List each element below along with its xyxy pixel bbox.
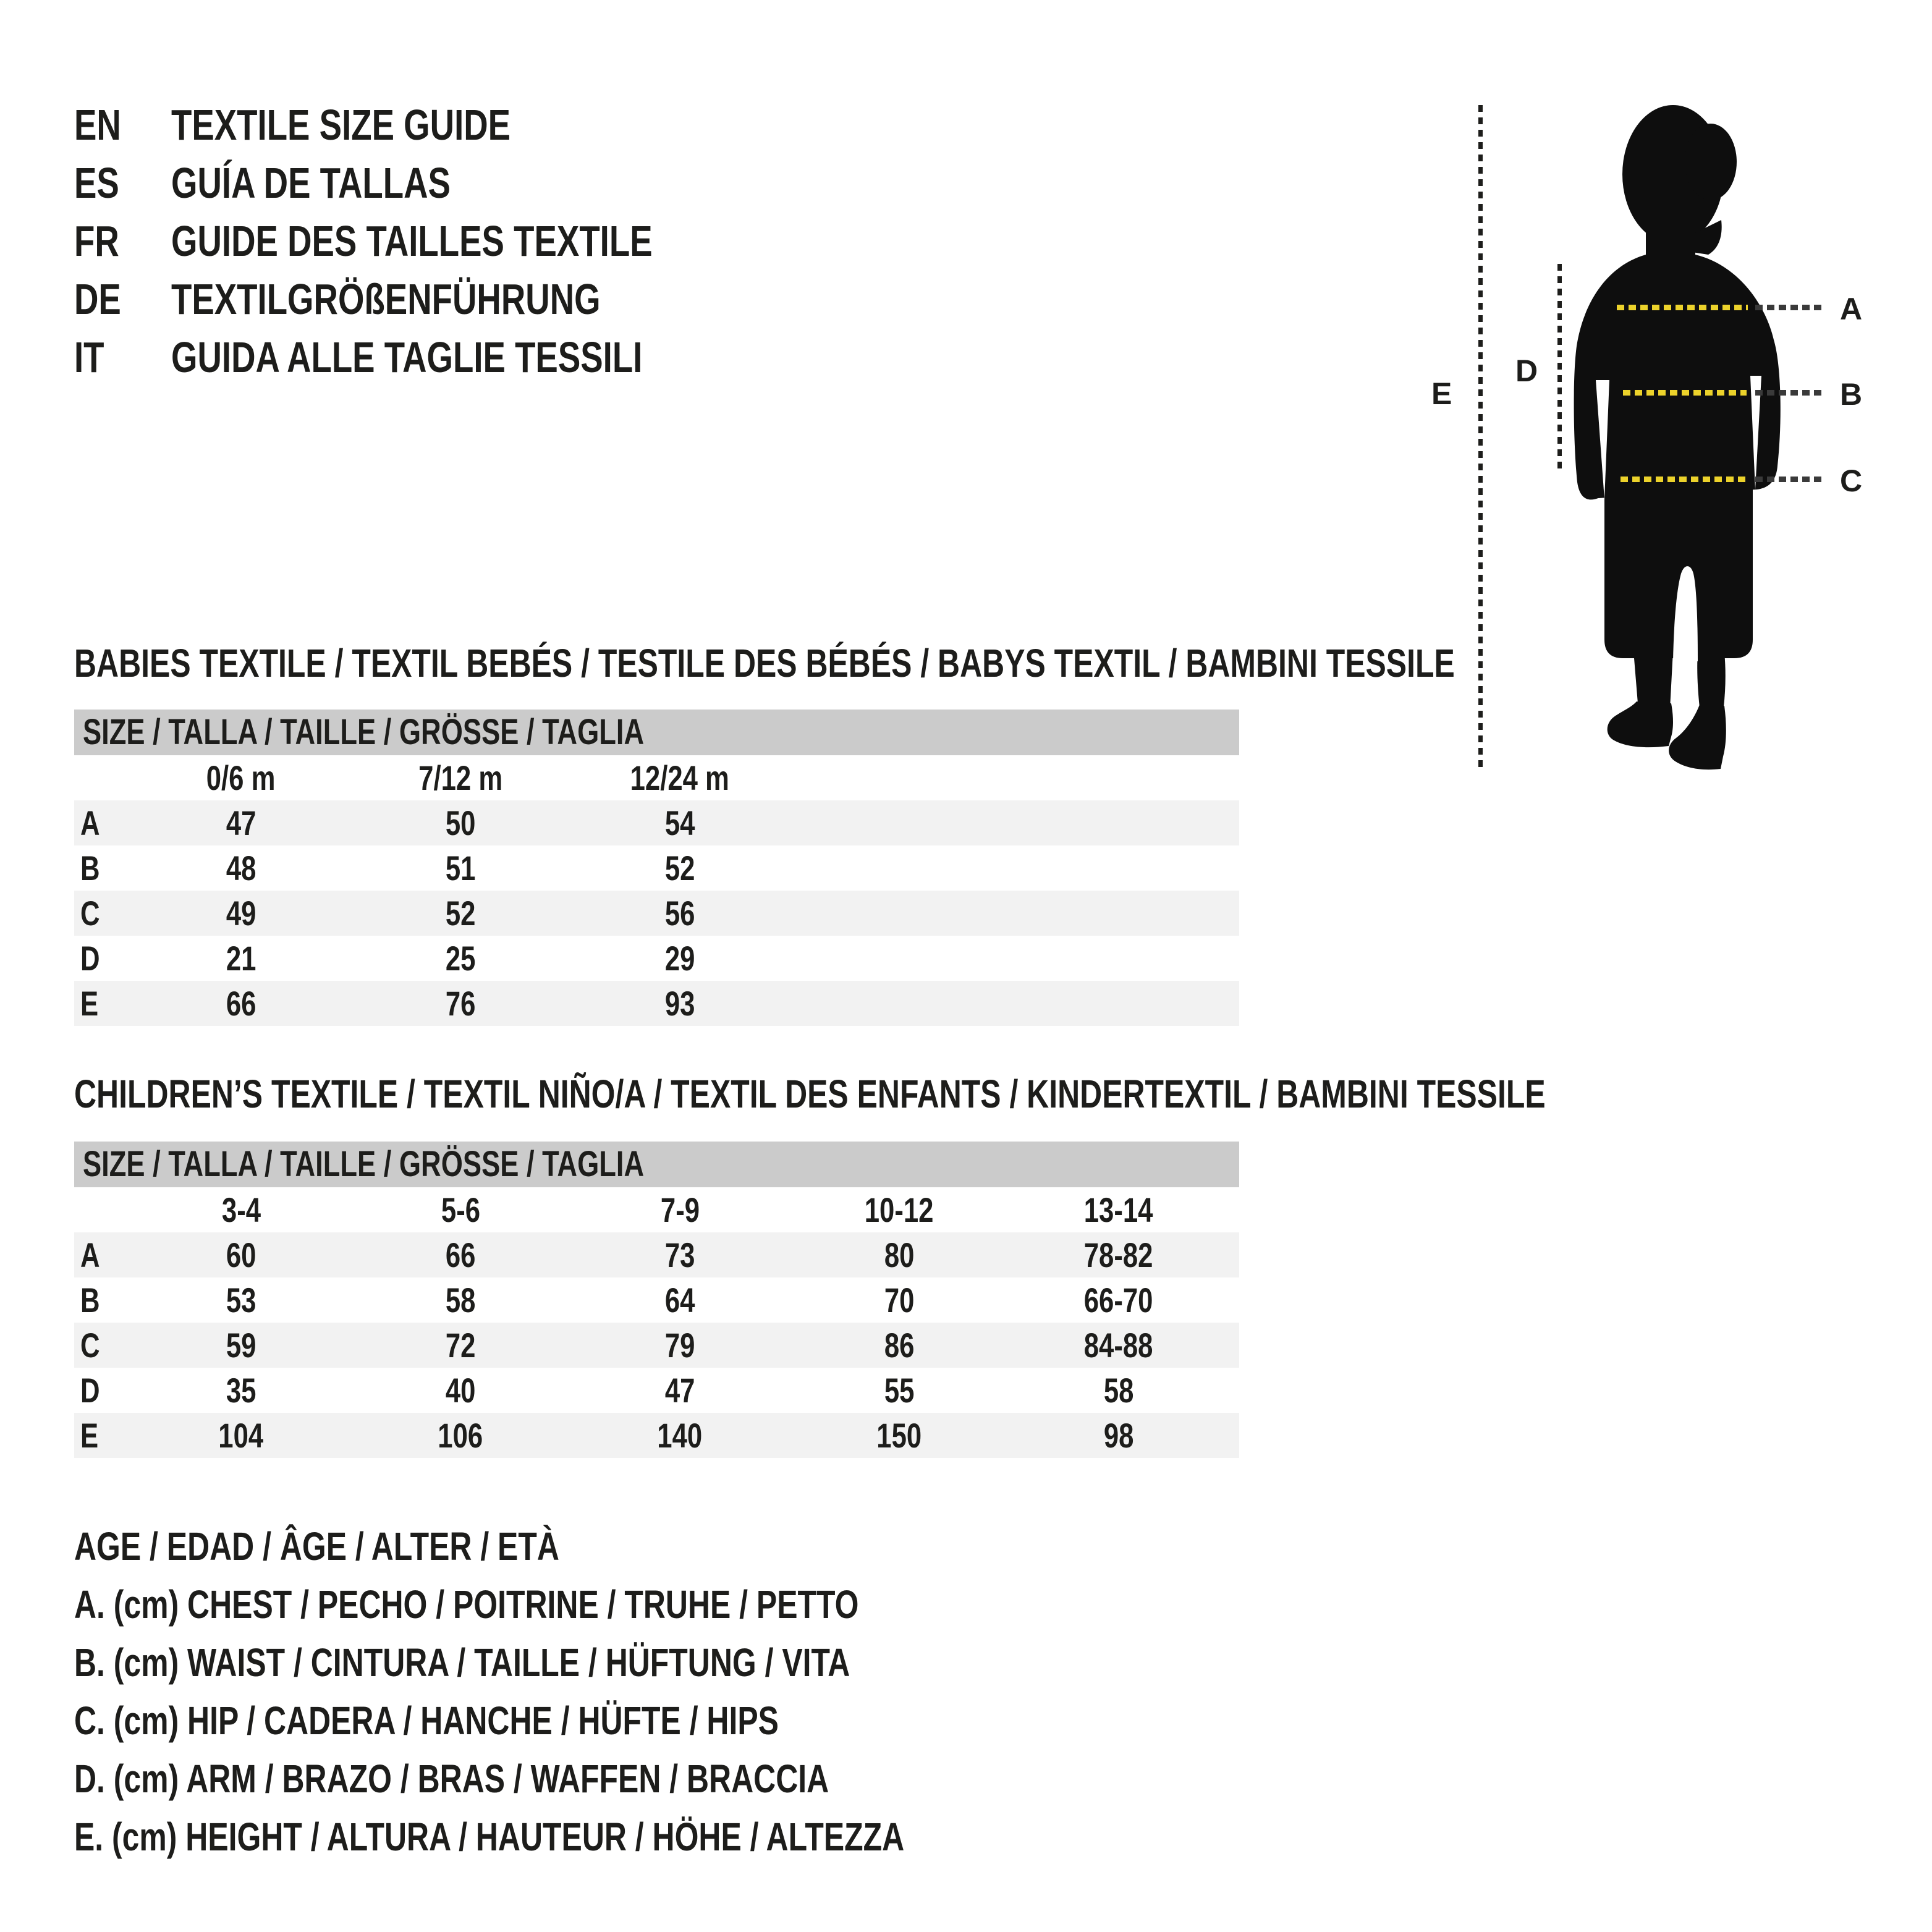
- column-header: 5-6: [441, 1190, 480, 1229]
- legend-line-arm: D. (cm) ARM / BRAZO / BRAS / WAFFEN / BRACCIA: [74, 1756, 829, 1801]
- cell: 58: [445, 1281, 476, 1320]
- row-label: B: [80, 1281, 100, 1320]
- measurement-legend: [74, 1517, 1138, 1866]
- language-code: DE: [74, 275, 121, 323]
- cell: 84-88: [1084, 1326, 1153, 1365]
- language-code: IT: [74, 333, 104, 381]
- table-row: [74, 936, 1239, 981]
- language-title: GUÍA DE TALLAS: [171, 159, 451, 207]
- waist-line-b-yellow: [1623, 390, 1747, 396]
- legend-line-hip: C. (cm) HIP / CADERA / HANCHE / HÜFTE / HIPS: [74, 1698, 779, 1743]
- cell: 59: [226, 1326, 256, 1365]
- row-label: B: [80, 849, 100, 888]
- size-header-bar: SIZE / TALLA / TAILLE / GRÖSSE / TAGLIA: [74, 710, 1239, 755]
- row-label: D: [80, 939, 100, 978]
- row-label: A: [80, 1235, 100, 1274]
- children-table: [74, 1142, 1239, 1458]
- language-title: GUIDE DES TAILLES TEXTILE: [171, 217, 653, 265]
- cell: 35: [226, 1371, 256, 1410]
- cell: 106: [438, 1416, 483, 1455]
- cell: 55: [884, 1371, 915, 1410]
- legend-line-waist: B. (cm) WAIST / CINTURA / TAILLE / HÜFTUNG / VITA: [74, 1640, 850, 1685]
- babies-table: [74, 710, 1239, 1026]
- cell: 50: [445, 803, 476, 842]
- column-header: 12/24 m: [630, 758, 730, 797]
- figure-label-a: A: [1840, 292, 1863, 326]
- row-label: E: [80, 1416, 99, 1455]
- legend-line-chest: A. (cm) CHEST / PECHO / POITRINE / TRUHE / PETTO: [74, 1582, 859, 1627]
- cell: 150: [876, 1416, 922, 1455]
- row-label: C: [80, 894, 100, 933]
- table-row: [74, 1368, 1239, 1413]
- cell: 73: [664, 1235, 695, 1274]
- cell: 64: [664, 1281, 695, 1320]
- row-label: D: [80, 1371, 100, 1410]
- cell: 72: [445, 1326, 476, 1365]
- table-row: [74, 1232, 1239, 1277]
- cell: 49: [226, 894, 256, 933]
- cell: 80: [884, 1235, 915, 1274]
- language-title: TEXTILGRÖßENFÜHRUNG: [171, 275, 601, 323]
- table-row: [74, 800, 1239, 845]
- chest-line-a-dark: [1755, 305, 1824, 310]
- language-code: FR: [74, 217, 119, 265]
- cell: 51: [445, 849, 476, 888]
- chest-line-a-yellow: [1617, 305, 1748, 310]
- cell: 66: [226, 984, 256, 1023]
- cell: 79: [664, 1326, 695, 1365]
- table-row: [74, 981, 1239, 1026]
- legend-line-height: E. (cm) HEIGHT / ALTURA / HAUTEUR / HÖHE / ALTEZZA: [74, 1815, 905, 1859]
- cell: 54: [664, 803, 695, 842]
- cell: 52: [445, 894, 476, 933]
- table-row: [74, 1413, 1239, 1458]
- column-header-row: [74, 1187, 1239, 1232]
- cell: 47: [226, 803, 256, 842]
- cell: 58: [1103, 1371, 1134, 1410]
- row-label: E: [80, 984, 99, 1023]
- column-header: 7-9: [660, 1190, 700, 1229]
- language-title: TEXTILE SIZE GUIDE: [171, 101, 511, 149]
- cell: 48: [226, 849, 256, 888]
- cell: 66-70: [1084, 1281, 1153, 1320]
- column-header: 3-4: [221, 1190, 261, 1229]
- cell: 21: [226, 939, 256, 978]
- cell: 78-82: [1084, 1235, 1153, 1274]
- size-header-bar: SIZE / TALLA / TAILLE / GRÖSSE / TAGLIA: [74, 1142, 1239, 1187]
- column-header: 13-14: [1084, 1190, 1153, 1229]
- cell: 40: [445, 1371, 476, 1410]
- table-row: [74, 891, 1239, 936]
- waist-line-b-dark: [1755, 390, 1824, 396]
- children-section-title: CHILDREN’S TEXTILE / TEXTIL NIÑO/A / TEXTIL DES ENFANTS / KINDERTEXTIL / BAMBINI TESSILE: [74, 1072, 1546, 1116]
- cell: 47: [664, 1371, 695, 1410]
- cell: 25: [445, 939, 476, 978]
- table-row: [74, 1323, 1239, 1368]
- language-row-es: [74, 154, 788, 212]
- cell: 70: [884, 1281, 915, 1320]
- row-label: A: [80, 803, 100, 842]
- figure-label-b: B: [1840, 377, 1863, 412]
- table-row: [74, 1277, 1239, 1323]
- cell: 76: [445, 984, 476, 1023]
- hip-line-c-yellow: [1621, 477, 1748, 482]
- language-row-en: [74, 96, 788, 154]
- hip-line-c-dark: [1755, 477, 1824, 482]
- child-silhouette-icon: [1570, 99, 1792, 791]
- column-header-row: [74, 755, 1239, 800]
- cell: 60: [226, 1235, 256, 1274]
- cell: 66: [445, 1235, 476, 1274]
- cell: 29: [664, 939, 695, 978]
- language-row-it: [74, 328, 788, 386]
- cell: 86: [884, 1326, 915, 1365]
- figure-label-e: E: [1431, 376, 1452, 411]
- column-header: 7/12 m: [418, 758, 502, 797]
- language-code: EN: [74, 101, 121, 149]
- language-row-fr: [74, 212, 788, 270]
- row-label: C: [80, 1326, 100, 1365]
- cell: 98: [1103, 1416, 1134, 1455]
- language-title: GUIDA ALLE TAGLIE TESSILI: [171, 333, 643, 381]
- legend-line-age: AGE / EDAD / ÂGE / ALTER / ETÀ: [74, 1524, 559, 1569]
- babies-section-title: BABIES TEXTILE / TEXTIL BEBÉS / TESTILE DES BÉBÉS / BABYS TEXTIL / BAMBINI TESSILE: [74, 641, 1455, 685]
- column-header: 0/6 m: [206, 758, 276, 797]
- cell: 52: [664, 849, 695, 888]
- table-row: [74, 845, 1239, 891]
- language-code: ES: [74, 159, 119, 207]
- cell: 104: [218, 1416, 264, 1455]
- language-list: [74, 96, 788, 386]
- figure-label-c: C: [1840, 464, 1863, 498]
- cell: 56: [664, 894, 695, 933]
- arm-measure-line-d: [1557, 264, 1562, 471]
- figure-label-d: D: [1515, 354, 1538, 388]
- cell: 93: [664, 984, 695, 1023]
- language-row-de: [74, 270, 788, 328]
- cell: 53: [226, 1281, 256, 1320]
- cell: 140: [657, 1416, 703, 1455]
- column-header: 10-12: [865, 1190, 934, 1229]
